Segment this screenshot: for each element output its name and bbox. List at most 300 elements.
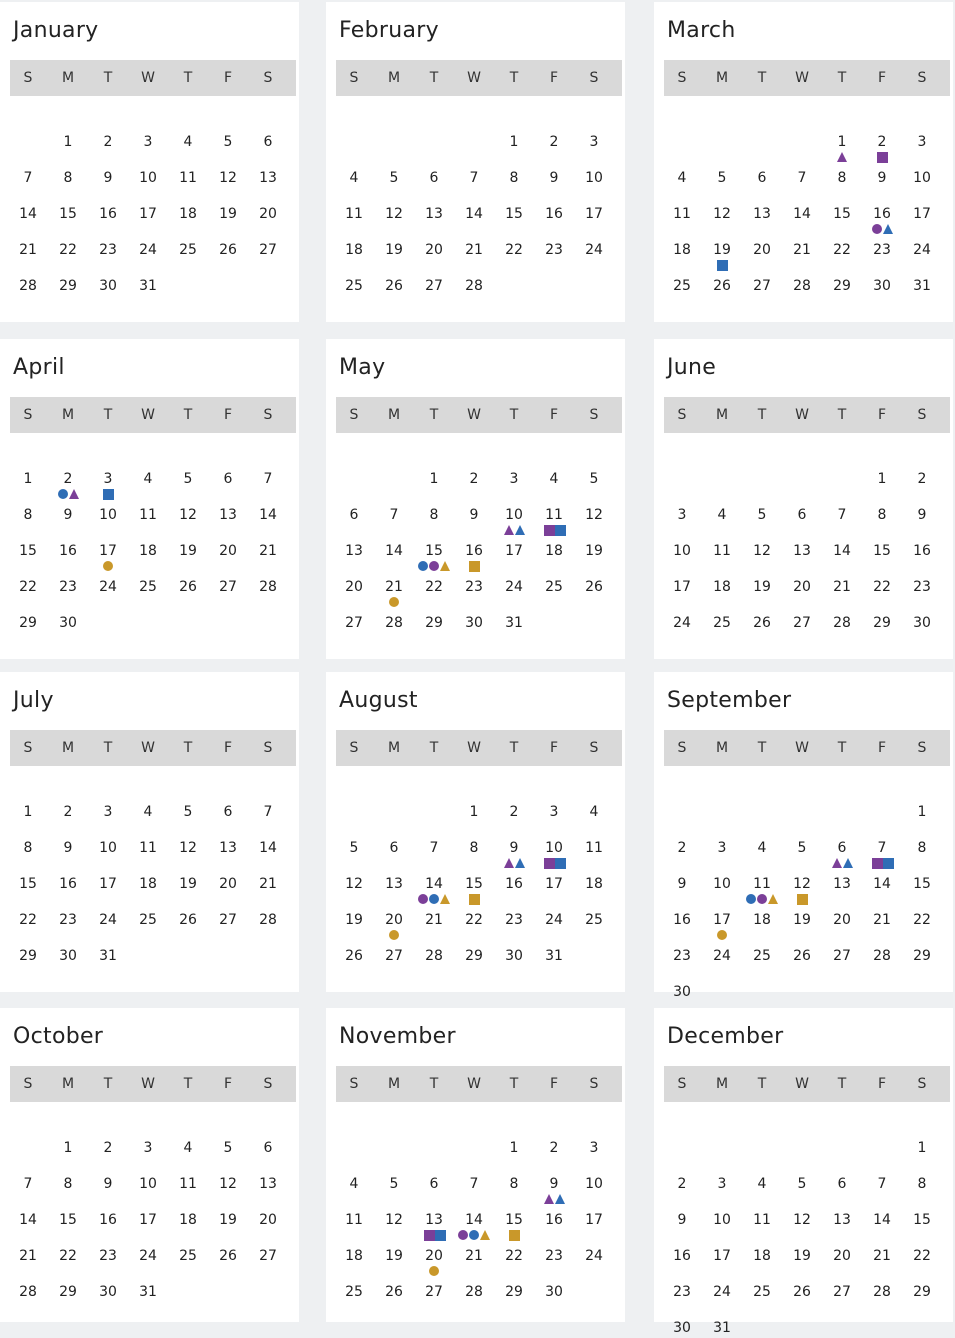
day-cell[interactable]: 27: [833, 1284, 851, 1300]
day-cell[interactable]: 4: [589, 804, 599, 820]
day-cell[interactable]: 7: [877, 840, 887, 856]
day-cell[interactable]: 1: [429, 471, 439, 487]
day-cell[interactable]: 4: [349, 1176, 359, 1192]
day-cell[interactable]: 17: [139, 1212, 157, 1228]
day-cell[interactable]: 9: [549, 170, 559, 186]
day-cell[interactable]: 25: [179, 1248, 197, 1264]
day-cell[interactable]: 3: [549, 804, 559, 820]
day-cell[interactable]: 1: [23, 471, 33, 487]
day-cell[interactable]: 20: [219, 543, 237, 559]
day-cell[interactable]: 21: [425, 912, 443, 928]
day-cell[interactable]: 10: [99, 507, 117, 523]
day-cell[interactable]: 17: [585, 1212, 603, 1228]
day-cell[interactable]: 21: [385, 579, 403, 595]
day-cell[interactable]: 20: [259, 206, 277, 222]
day-cell[interactable]: 31: [139, 278, 157, 294]
day-cell[interactable]: 26: [585, 579, 603, 595]
day-cell[interactable]: 20: [833, 1248, 851, 1264]
day-cell[interactable]: 27: [345, 615, 363, 631]
day-cell[interactable]: 18: [345, 242, 363, 258]
day-cell[interactable]: 3: [509, 471, 519, 487]
day-cell[interactable]: 17: [505, 543, 523, 559]
day-cell[interactable]: 19: [793, 912, 811, 928]
day-cell[interactable]: 16: [545, 1212, 563, 1228]
day-cell[interactable]: 18: [673, 242, 691, 258]
day-cell[interactable]: 14: [425, 876, 443, 892]
day-cell[interactable]: 25: [713, 615, 731, 631]
day-cell[interactable]: 9: [63, 507, 73, 523]
day-cell[interactable]: 3: [917, 134, 927, 150]
day-cell[interactable]: 6: [223, 804, 233, 820]
day-cell[interactable]: 2: [677, 840, 687, 856]
day-cell[interactable]: 31: [139, 1284, 157, 1300]
day-cell[interactable]: 1: [837, 134, 847, 150]
day-cell[interactable]: 6: [797, 507, 807, 523]
day-cell[interactable]: 21: [259, 543, 277, 559]
day-cell[interactable]: 25: [545, 579, 563, 595]
day-cell[interactable]: 20: [833, 912, 851, 928]
day-cell[interactable]: 9: [677, 876, 687, 892]
day-cell[interactable]: 17: [99, 543, 117, 559]
day-cell[interactable]: 29: [465, 948, 483, 964]
day-cell[interactable]: 24: [713, 1284, 731, 1300]
day-cell[interactable]: 11: [345, 206, 363, 222]
day-cell[interactable]: 17: [673, 579, 691, 595]
day-cell[interactable]: 9: [469, 507, 479, 523]
day-cell[interactable]: 22: [505, 1248, 523, 1264]
day-cell[interactable]: 28: [385, 615, 403, 631]
day-cell[interactable]: 6: [263, 134, 273, 150]
day-cell[interactable]: 5: [349, 840, 359, 856]
day-cell[interactable]: 8: [917, 840, 927, 856]
day-cell[interactable]: 8: [469, 840, 479, 856]
day-cell[interactable]: 25: [179, 242, 197, 258]
day-cell[interactable]: 1: [877, 471, 887, 487]
day-cell[interactable]: 6: [837, 840, 847, 856]
day-cell[interactable]: 12: [345, 876, 363, 892]
day-cell[interactable]: 2: [877, 134, 887, 150]
day-cell[interactable]: 10: [99, 840, 117, 856]
day-cell[interactable]: 5: [797, 1176, 807, 1192]
day-cell[interactable]: 19: [585, 543, 603, 559]
day-cell[interactable]: 18: [753, 1248, 771, 1264]
day-cell[interactable]: 7: [469, 170, 479, 186]
day-cell[interactable]: 4: [143, 471, 153, 487]
day-cell[interactable]: 13: [793, 543, 811, 559]
day-cell[interactable]: 29: [913, 948, 931, 964]
day-cell[interactable]: 15: [465, 876, 483, 892]
day-cell[interactable]: 28: [465, 278, 483, 294]
day-cell[interactable]: 11: [179, 1176, 197, 1192]
day-cell[interactable]: 12: [753, 543, 771, 559]
day-cell[interactable]: 25: [673, 278, 691, 294]
day-cell[interactable]: 20: [345, 579, 363, 595]
day-cell[interactable]: 19: [753, 579, 771, 595]
day-cell[interactable]: 30: [873, 278, 891, 294]
day-cell[interactable]: 5: [223, 134, 233, 150]
day-cell[interactable]: 13: [425, 1212, 443, 1228]
day-cell[interactable]: 26: [793, 948, 811, 964]
day-cell[interactable]: 28: [259, 579, 277, 595]
day-cell[interactable]: 11: [585, 840, 603, 856]
day-cell[interactable]: 17: [139, 206, 157, 222]
day-cell[interactable]: 5: [797, 840, 807, 856]
day-cell[interactable]: 12: [385, 1212, 403, 1228]
day-cell[interactable]: 9: [549, 1176, 559, 1192]
day-cell[interactable]: 23: [545, 1248, 563, 1264]
day-cell[interactable]: 24: [505, 579, 523, 595]
day-cell[interactable]: 1: [917, 804, 927, 820]
day-cell[interactable]: 3: [589, 134, 599, 150]
day-cell[interactable]: 12: [713, 206, 731, 222]
day-cell[interactable]: 7: [837, 507, 847, 523]
day-cell[interactable]: 4: [717, 507, 727, 523]
day-cell[interactable]: 15: [913, 1212, 931, 1228]
day-cell[interactable]: 3: [589, 1140, 599, 1156]
day-cell[interactable]: 15: [19, 543, 37, 559]
day-cell[interactable]: 17: [713, 1248, 731, 1264]
day-cell[interactable]: 1: [917, 1140, 927, 1156]
day-cell[interactable]: 7: [469, 1176, 479, 1192]
day-cell[interactable]: 9: [103, 1176, 113, 1192]
day-cell[interactable]: 11: [673, 206, 691, 222]
day-cell[interactable]: 23: [465, 579, 483, 595]
day-cell[interactable]: 16: [873, 206, 891, 222]
day-cell[interactable]: 22: [425, 579, 443, 595]
day-cell[interactable]: 5: [183, 804, 193, 820]
day-cell[interactable]: 7: [23, 1176, 33, 1192]
day-cell[interactable]: 10: [545, 840, 563, 856]
day-cell[interactable]: 1: [469, 804, 479, 820]
day-cell[interactable]: 30: [673, 1320, 691, 1336]
day-cell[interactable]: 29: [19, 615, 37, 631]
day-cell[interactable]: 2: [549, 134, 559, 150]
day-cell[interactable]: 20: [425, 242, 443, 258]
day-cell[interactable]: 19: [713, 242, 731, 258]
day-cell[interactable]: 26: [385, 1284, 403, 1300]
day-cell[interactable]: 24: [139, 242, 157, 258]
day-cell[interactable]: 21: [465, 242, 483, 258]
day-cell[interactable]: 23: [99, 242, 117, 258]
day-cell[interactable]: 7: [23, 170, 33, 186]
day-cell[interactable]: 24: [713, 948, 731, 964]
day-cell[interactable]: 24: [585, 1248, 603, 1264]
day-cell[interactable]: 18: [179, 206, 197, 222]
day-cell[interactable]: 8: [877, 507, 887, 523]
day-cell[interactable]: 23: [873, 242, 891, 258]
day-cell[interactable]: 21: [259, 876, 277, 892]
day-cell[interactable]: 15: [505, 1212, 523, 1228]
day-cell[interactable]: 5: [389, 1176, 399, 1192]
day-cell[interactable]: 29: [19, 948, 37, 964]
day-cell[interactable]: 15: [59, 206, 77, 222]
day-cell[interactable]: 12: [179, 507, 197, 523]
day-cell[interactable]: 21: [873, 1248, 891, 1264]
day-cell[interactable]: 31: [713, 1320, 731, 1336]
day-cell[interactable]: 23: [673, 1284, 691, 1300]
day-cell[interactable]: 8: [23, 507, 33, 523]
day-cell[interactable]: 5: [183, 471, 193, 487]
day-cell[interactable]: 2: [63, 471, 73, 487]
day-cell[interactable]: 1: [23, 804, 33, 820]
day-cell[interactable]: 7: [429, 840, 439, 856]
day-cell[interactable]: 7: [263, 804, 273, 820]
day-cell[interactable]: 9: [917, 507, 927, 523]
day-cell[interactable]: 18: [545, 543, 563, 559]
day-cell[interactable]: 1: [63, 134, 73, 150]
day-cell[interactable]: 28: [19, 1284, 37, 1300]
day-cell[interactable]: 15: [19, 876, 37, 892]
day-cell[interactable]: 8: [63, 1176, 73, 1192]
day-cell[interactable]: 26: [179, 912, 197, 928]
day-cell[interactable]: 16: [505, 876, 523, 892]
day-cell[interactable]: 14: [259, 507, 277, 523]
day-cell[interactable]: 27: [793, 615, 811, 631]
day-cell[interactable]: 27: [259, 242, 277, 258]
day-cell[interactable]: 28: [259, 912, 277, 928]
day-cell[interactable]: 20: [793, 579, 811, 595]
day-cell[interactable]: 8: [509, 170, 519, 186]
day-cell[interactable]: 3: [103, 471, 113, 487]
day-cell[interactable]: 5: [389, 170, 399, 186]
day-cell[interactable]: 22: [59, 1248, 77, 1264]
day-cell[interactable]: 30: [505, 948, 523, 964]
day-cell[interactable]: 29: [59, 278, 77, 294]
day-cell[interactable]: 9: [677, 1212, 687, 1228]
day-cell[interactable]: 22: [19, 579, 37, 595]
day-cell[interactable]: 18: [753, 912, 771, 928]
day-cell[interactable]: 11: [753, 876, 771, 892]
day-cell[interactable]: 31: [545, 948, 563, 964]
day-cell[interactable]: 5: [223, 1140, 233, 1156]
day-cell[interactable]: 8: [837, 170, 847, 186]
day-cell[interactable]: 26: [753, 615, 771, 631]
day-cell[interactable]: 22: [913, 912, 931, 928]
day-cell[interactable]: 8: [63, 170, 73, 186]
day-cell[interactable]: 30: [673, 984, 691, 1000]
day-cell[interactable]: 2: [917, 471, 927, 487]
day-cell[interactable]: 16: [99, 1212, 117, 1228]
day-cell[interactable]: 12: [219, 1176, 237, 1192]
day-cell[interactable]: 12: [179, 840, 197, 856]
day-cell[interactable]: 15: [913, 876, 931, 892]
day-cell[interactable]: 13: [219, 507, 237, 523]
day-cell[interactable]: 27: [219, 912, 237, 928]
day-cell[interactable]: 23: [673, 948, 691, 964]
day-cell[interactable]: 24: [139, 1248, 157, 1264]
day-cell[interactable]: 16: [59, 876, 77, 892]
day-cell[interactable]: 26: [179, 579, 197, 595]
day-cell[interactable]: 23: [59, 912, 77, 928]
day-cell[interactable]: 10: [585, 1176, 603, 1192]
day-cell[interactable]: 7: [389, 507, 399, 523]
day-cell[interactable]: 11: [753, 1212, 771, 1228]
day-cell[interactable]: 14: [385, 543, 403, 559]
day-cell[interactable]: 13: [833, 876, 851, 892]
day-cell[interactable]: 25: [139, 912, 157, 928]
day-cell[interactable]: 14: [259, 840, 277, 856]
day-cell[interactable]: 27: [219, 579, 237, 595]
day-cell[interactable]: 21: [19, 1248, 37, 1264]
day-cell[interactable]: 19: [179, 876, 197, 892]
day-cell[interactable]: 12: [219, 170, 237, 186]
day-cell[interactable]: 3: [717, 840, 727, 856]
day-cell[interactable]: 10: [913, 170, 931, 186]
day-cell[interactable]: 28: [873, 1284, 891, 1300]
day-cell[interactable]: 28: [19, 278, 37, 294]
day-cell[interactable]: 4: [677, 170, 687, 186]
day-cell[interactable]: 24: [913, 242, 931, 258]
day-cell[interactable]: 8: [23, 840, 33, 856]
day-cell[interactable]: 26: [345, 948, 363, 964]
day-cell[interactable]: 3: [143, 134, 153, 150]
day-cell[interactable]: 20: [259, 1212, 277, 1228]
day-cell[interactable]: 28: [873, 948, 891, 964]
day-cell[interactable]: 11: [139, 507, 157, 523]
day-cell[interactable]: 12: [385, 206, 403, 222]
day-cell[interactable]: 11: [545, 507, 563, 523]
day-cell[interactable]: 10: [139, 170, 157, 186]
day-cell[interactable]: 4: [183, 134, 193, 150]
day-cell[interactable]: 28: [425, 948, 443, 964]
day-cell[interactable]: 29: [913, 1284, 931, 1300]
day-cell[interactable]: 14: [793, 206, 811, 222]
day-cell[interactable]: 2: [469, 471, 479, 487]
day-cell[interactable]: 14: [465, 1212, 483, 1228]
day-cell[interactable]: 31: [99, 948, 117, 964]
day-cell[interactable]: 16: [673, 1248, 691, 1264]
day-cell[interactable]: 17: [713, 912, 731, 928]
day-cell[interactable]: 30: [99, 1284, 117, 1300]
day-cell[interactable]: 2: [103, 134, 113, 150]
day-cell[interactable]: 19: [385, 1248, 403, 1264]
day-cell[interactable]: 25: [139, 579, 157, 595]
day-cell[interactable]: 19: [385, 242, 403, 258]
day-cell[interactable]: 23: [913, 579, 931, 595]
day-cell[interactable]: 29: [873, 615, 891, 631]
day-cell[interactable]: 17: [913, 206, 931, 222]
day-cell[interactable]: 14: [19, 1212, 37, 1228]
day-cell[interactable]: 14: [465, 206, 483, 222]
day-cell[interactable]: 6: [349, 507, 359, 523]
day-cell[interactable]: 2: [549, 1140, 559, 1156]
day-cell[interactable]: 15: [505, 206, 523, 222]
day-cell[interactable]: 18: [713, 579, 731, 595]
day-cell[interactable]: 16: [465, 543, 483, 559]
day-cell[interactable]: 1: [509, 1140, 519, 1156]
day-cell[interactable]: 24: [585, 242, 603, 258]
day-cell[interactable]: 13: [425, 206, 443, 222]
day-cell[interactable]: 23: [545, 242, 563, 258]
day-cell[interactable]: 13: [753, 206, 771, 222]
day-cell[interactable]: 21: [793, 242, 811, 258]
day-cell[interactable]: 26: [385, 278, 403, 294]
day-cell[interactable]: 22: [19, 912, 37, 928]
day-cell[interactable]: 16: [545, 206, 563, 222]
day-cell[interactable]: 20: [753, 242, 771, 258]
day-cell[interactable]: 30: [59, 615, 77, 631]
day-cell[interactable]: 13: [385, 876, 403, 892]
day-cell[interactable]: 11: [179, 170, 197, 186]
day-cell[interactable]: 29: [59, 1284, 77, 1300]
day-cell[interactable]: 10: [713, 876, 731, 892]
day-cell[interactable]: 24: [545, 912, 563, 928]
day-cell[interactable]: 5: [589, 471, 599, 487]
day-cell[interactable]: 4: [349, 170, 359, 186]
day-cell[interactable]: 3: [103, 804, 113, 820]
day-cell[interactable]: 15: [873, 543, 891, 559]
day-cell[interactable]: 21: [19, 242, 37, 258]
day-cell[interactable]: 9: [63, 840, 73, 856]
day-cell[interactable]: 31: [913, 278, 931, 294]
day-cell[interactable]: 8: [509, 1176, 519, 1192]
day-cell[interactable]: 16: [59, 543, 77, 559]
day-cell[interactable]: 3: [677, 507, 687, 523]
day-cell[interactable]: 8: [917, 1176, 927, 1192]
day-cell[interactable]: 2: [103, 1140, 113, 1156]
day-cell[interactable]: 10: [585, 170, 603, 186]
day-cell[interactable]: 6: [429, 1176, 439, 1192]
day-cell[interactable]: 9: [877, 170, 887, 186]
day-cell[interactable]: 3: [143, 1140, 153, 1156]
day-cell[interactable]: 22: [873, 579, 891, 595]
day-cell[interactable]: 27: [833, 948, 851, 964]
day-cell[interactable]: 16: [673, 912, 691, 928]
day-cell[interactable]: 19: [219, 206, 237, 222]
day-cell[interactable]: 23: [99, 1248, 117, 1264]
day-cell[interactable]: 19: [793, 1248, 811, 1264]
day-cell[interactable]: 3: [717, 1176, 727, 1192]
day-cell[interactable]: 17: [545, 876, 563, 892]
day-cell[interactable]: 20: [219, 876, 237, 892]
day-cell[interactable]: 2: [509, 804, 519, 820]
day-cell[interactable]: 6: [263, 1140, 273, 1156]
day-cell[interactable]: 13: [259, 1176, 277, 1192]
day-cell[interactable]: 14: [873, 1212, 891, 1228]
day-cell[interactable]: 26: [219, 1248, 237, 1264]
day-cell[interactable]: 18: [139, 876, 157, 892]
day-cell[interactable]: 7: [877, 1176, 887, 1192]
day-cell[interactable]: 18: [179, 1212, 197, 1228]
day-cell[interactable]: 1: [509, 134, 519, 150]
day-cell[interactable]: 11: [139, 840, 157, 856]
day-cell[interactable]: 29: [833, 278, 851, 294]
day-cell[interactable]: 19: [219, 1212, 237, 1228]
day-cell[interactable]: 14: [873, 876, 891, 892]
day-cell[interactable]: 26: [713, 278, 731, 294]
day-cell[interactable]: 2: [63, 804, 73, 820]
day-cell[interactable]: 30: [465, 615, 483, 631]
day-cell[interactable]: 15: [59, 1212, 77, 1228]
day-cell[interactable]: 23: [59, 579, 77, 595]
day-cell[interactable]: 25: [753, 948, 771, 964]
day-cell[interactable]: 27: [385, 948, 403, 964]
day-cell[interactable]: 30: [99, 278, 117, 294]
day-cell[interactable]: 20: [425, 1248, 443, 1264]
day-cell[interactable]: 13: [833, 1212, 851, 1228]
day-cell[interactable]: 15: [833, 206, 851, 222]
day-cell[interactable]: 22: [59, 242, 77, 258]
day-cell[interactable]: 18: [139, 543, 157, 559]
day-cell[interactable]: 12: [793, 1212, 811, 1228]
day-cell[interactable]: 4: [183, 1140, 193, 1156]
day-cell[interactable]: 13: [345, 543, 363, 559]
day-cell[interactable]: 19: [179, 543, 197, 559]
day-cell[interactable]: 21: [833, 579, 851, 595]
day-cell[interactable]: 26: [219, 242, 237, 258]
day-cell[interactable]: 20: [385, 912, 403, 928]
day-cell[interactable]: 6: [837, 1176, 847, 1192]
